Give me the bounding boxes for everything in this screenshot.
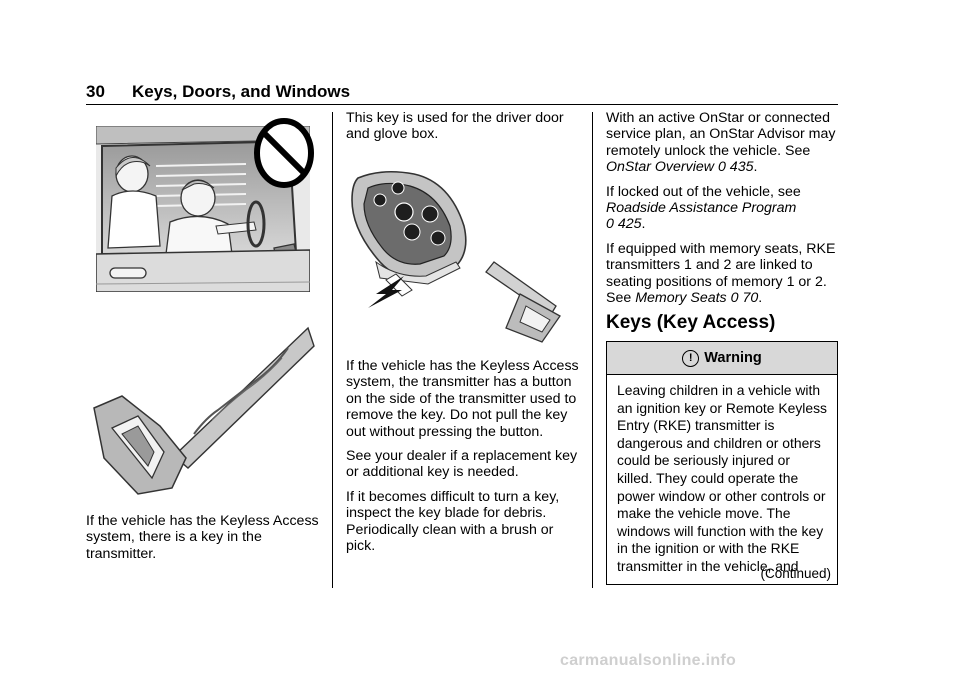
warning-text: Leaving children in a vehicle with an ignition key or Remote Keyless Entry (RKE) transmitter is dangerous and children or others could be seriously injured or killed. They could operate the power window or other controls or make the vehicle move. The windows will function with the key in the ignition or with the RKE transmitter in the vehicle, and (617, 382, 828, 574)
page-number: 30 (86, 82, 105, 101)
prohibition-icon (252, 116, 316, 190)
key-blade-illustration (86, 318, 318, 496)
column-divider-2 (592, 112, 593, 588)
watermark: carmanualsonline.info (560, 652, 737, 669)
page-header (86, 82, 350, 102)
header-rule (86, 104, 838, 105)
roadside-page-ref: 0 425 (606, 216, 642, 233)
warning-icon: ! (682, 350, 699, 367)
keys-key-access-heading: Keys (Key Access) (606, 312, 776, 333)
key-fob-illustration (346, 166, 568, 344)
memory-seats-paragraph: If equipped with memory seats, RKE transmitters 1 and 2 are linked to seating positions of memory 1 or 2. See Memory Seats 0 70. (606, 240, 836, 307)
dealer-paragraph: See your dealer if a replacement key or additional key is needed. (346, 448, 578, 481)
col3-top-text (606, 110, 842, 314)
warning-header (607, 342, 837, 375)
col2-top-text (346, 110, 582, 151)
warning-box (606, 341, 838, 585)
memory-seats-page-ref: 0 70 (730, 290, 759, 307)
onstar-page-ref: 0 435 (717, 159, 754, 176)
memory-seats-link[interactable]: Memory Seats (635, 290, 727, 307)
onstar-overview-link[interactable]: OnStar Overview (606, 159, 715, 176)
onstar-paragraph: With an active OnStar or connected service plan, an OnStar Advisor may remotely unlock the vehicle. See OnStar Overview 0 435. (606, 110, 836, 176)
transmitter-button-paragraph: If the vehicle has the Keyless Access system, the transmitter has a button on the side of the transmitter used to remove the key. Do not pull the key out without pressing the button. (346, 358, 579, 440)
column-divider-1 (332, 112, 333, 588)
key-in-transmitter-caption: If the vehicle has the Keyless Access system, there is a key in the transmitter. (86, 513, 319, 562)
section-title: Keys, Doors, and Windows (132, 82, 351, 101)
debris-paragraph: If it becomes difficult to turn a key, inspect the key blade for debris. Periodically clean with a brush or pick. (346, 488, 560, 555)
col1-text (86, 513, 322, 570)
continued-label: (Continued) (760, 566, 831, 581)
col2-body-text (346, 358, 582, 562)
roadside-assistance-link[interactable]: Roadside Assistance Program (606, 200, 797, 217)
locked-out-paragraph: If locked out of the vehicle, see Roadside Assistance Program 0 425. (606, 183, 801, 233)
warning-title: Warning (704, 350, 762, 366)
driver-door-paragraph: This key is used for the driver door and glove box. (346, 110, 564, 143)
